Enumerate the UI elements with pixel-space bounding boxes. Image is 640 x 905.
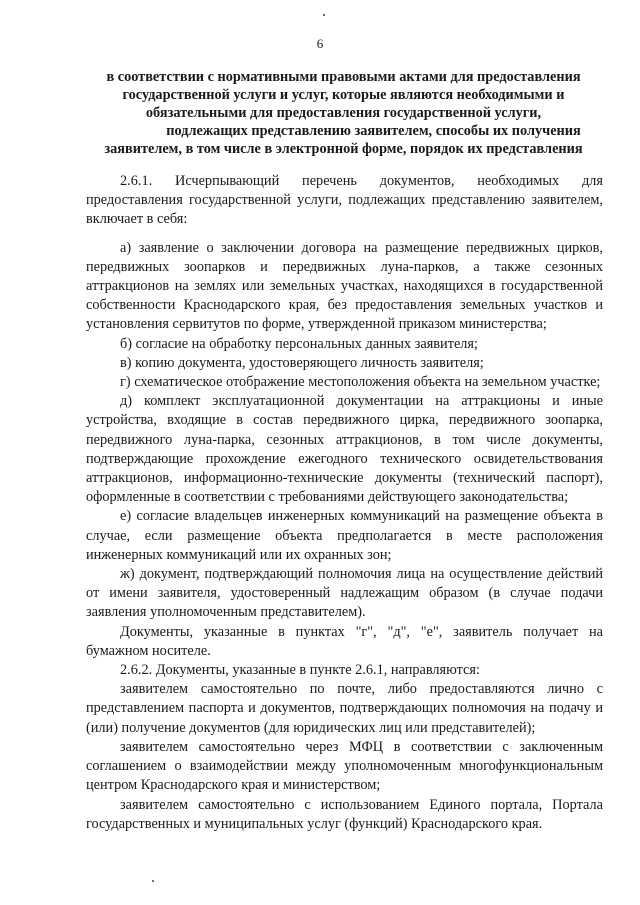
- paragraph-2-6-2: 2.6.2. Документы, указанные в пункте 2.6.1, направляются:: [120, 662, 480, 679]
- heading-line: заявителем, в том числе в электронной форме, порядок их представления: [104, 141, 583, 157]
- document-body: [86, 172, 603, 834]
- submission-method-portal: заявителем самостоятельно с использованием Единого портала, Портала государственных и муниципальных услуг (функций) Краснодарского края.: [86, 796, 603, 832]
- heading-line: государственной услуги и услуг, которые являются необходимыми и: [122, 87, 565, 103]
- paragraph-2-6-1: 2.6.1. Исчерпывающий перечень документов, необходимых для предоставления государственной услуги, подлежащих представлению заявителем, включает в себя:: [86, 173, 603, 228]
- list-item-zh: ж) документ, подтверждающий полномочия лица на осуществление действий от имени заявителя, удостоверенный надлежащим образом (в случае подачи заявления уполномоченным представителем).: [86, 566, 603, 621]
- list-item-g: г) схематическое отображение местоположения объекта на земельном участке;: [120, 374, 601, 391]
- submission-method-mfc: заявителем самостоятельно через МФЦ в соответствии с заключенным соглашением о взаимодействии между уполномоченным многофункциональным центром Краснодарского края и министерством;: [86, 738, 603, 794]
- page-number: 6: [316, 36, 324, 51]
- section-heading: [86, 68, 601, 158]
- scan-speck: [323, 14, 325, 16]
- list-item-a: а) заявление о заключении договора на размещение передвижных цирков, передвижных зоопарков и передвижных луна-парков, а также сезонных аттракционов на землях или земельных участках, находящихся в государственной собственности Краснодарского края, без предоставления земельных участков и установления сервитутов по форме, утвержденной приказом министерства;: [86, 239, 603, 333]
- heading-line: обязательными для предоставления государственной услуги,: [145, 105, 542, 121]
- heading-line: подлежащих представлению заявителем, способы их получения: [166, 123, 581, 139]
- scan-speck: [152, 880, 154, 882]
- list-item-e: е) согласие владельцев инженерных коммуникаций на размещение объекта в случае, если размещение объекта предполагается в месте расположения инженерных коммуникаций или их охранных зон;: [86, 508, 603, 563]
- heading-line: в соответствии с нормативными правовыми актами для предоставления: [106, 69, 581, 85]
- list-item-b: б) согласие на обработку персональных данных заявителя;: [120, 335, 478, 352]
- list-item-v: в) копию документа, удостоверяющего личность заявителя;: [120, 354, 484, 371]
- paper-docs-note: Документы, указанные в пунктах "г", "д", "е", заявитель получает на бумажном носителе.: [86, 623, 603, 659]
- list-item-d: д) комплект эксплуатационной документации на аттракционы и иные устройства, входящие в состав передвижного цирка, передвижного зоопарка, передвижного луна-парка, сезонных аттракционов, в том числе документы, подтверждающие прохождение ежегодного технического освидетельствования аттракционов, информационно-технические документы (технический паспорт), оформленные в соответствии с требованиями действующего законодательства;: [86, 393, 603, 506]
- submission-method-mail: заявителем самостоятельно по почте, либо предоставляются лично с представлением паспорта и документов, подтверждающих полномочия на подачу и (или) получение документов (для юридических лиц или представителей);: [86, 681, 603, 736]
